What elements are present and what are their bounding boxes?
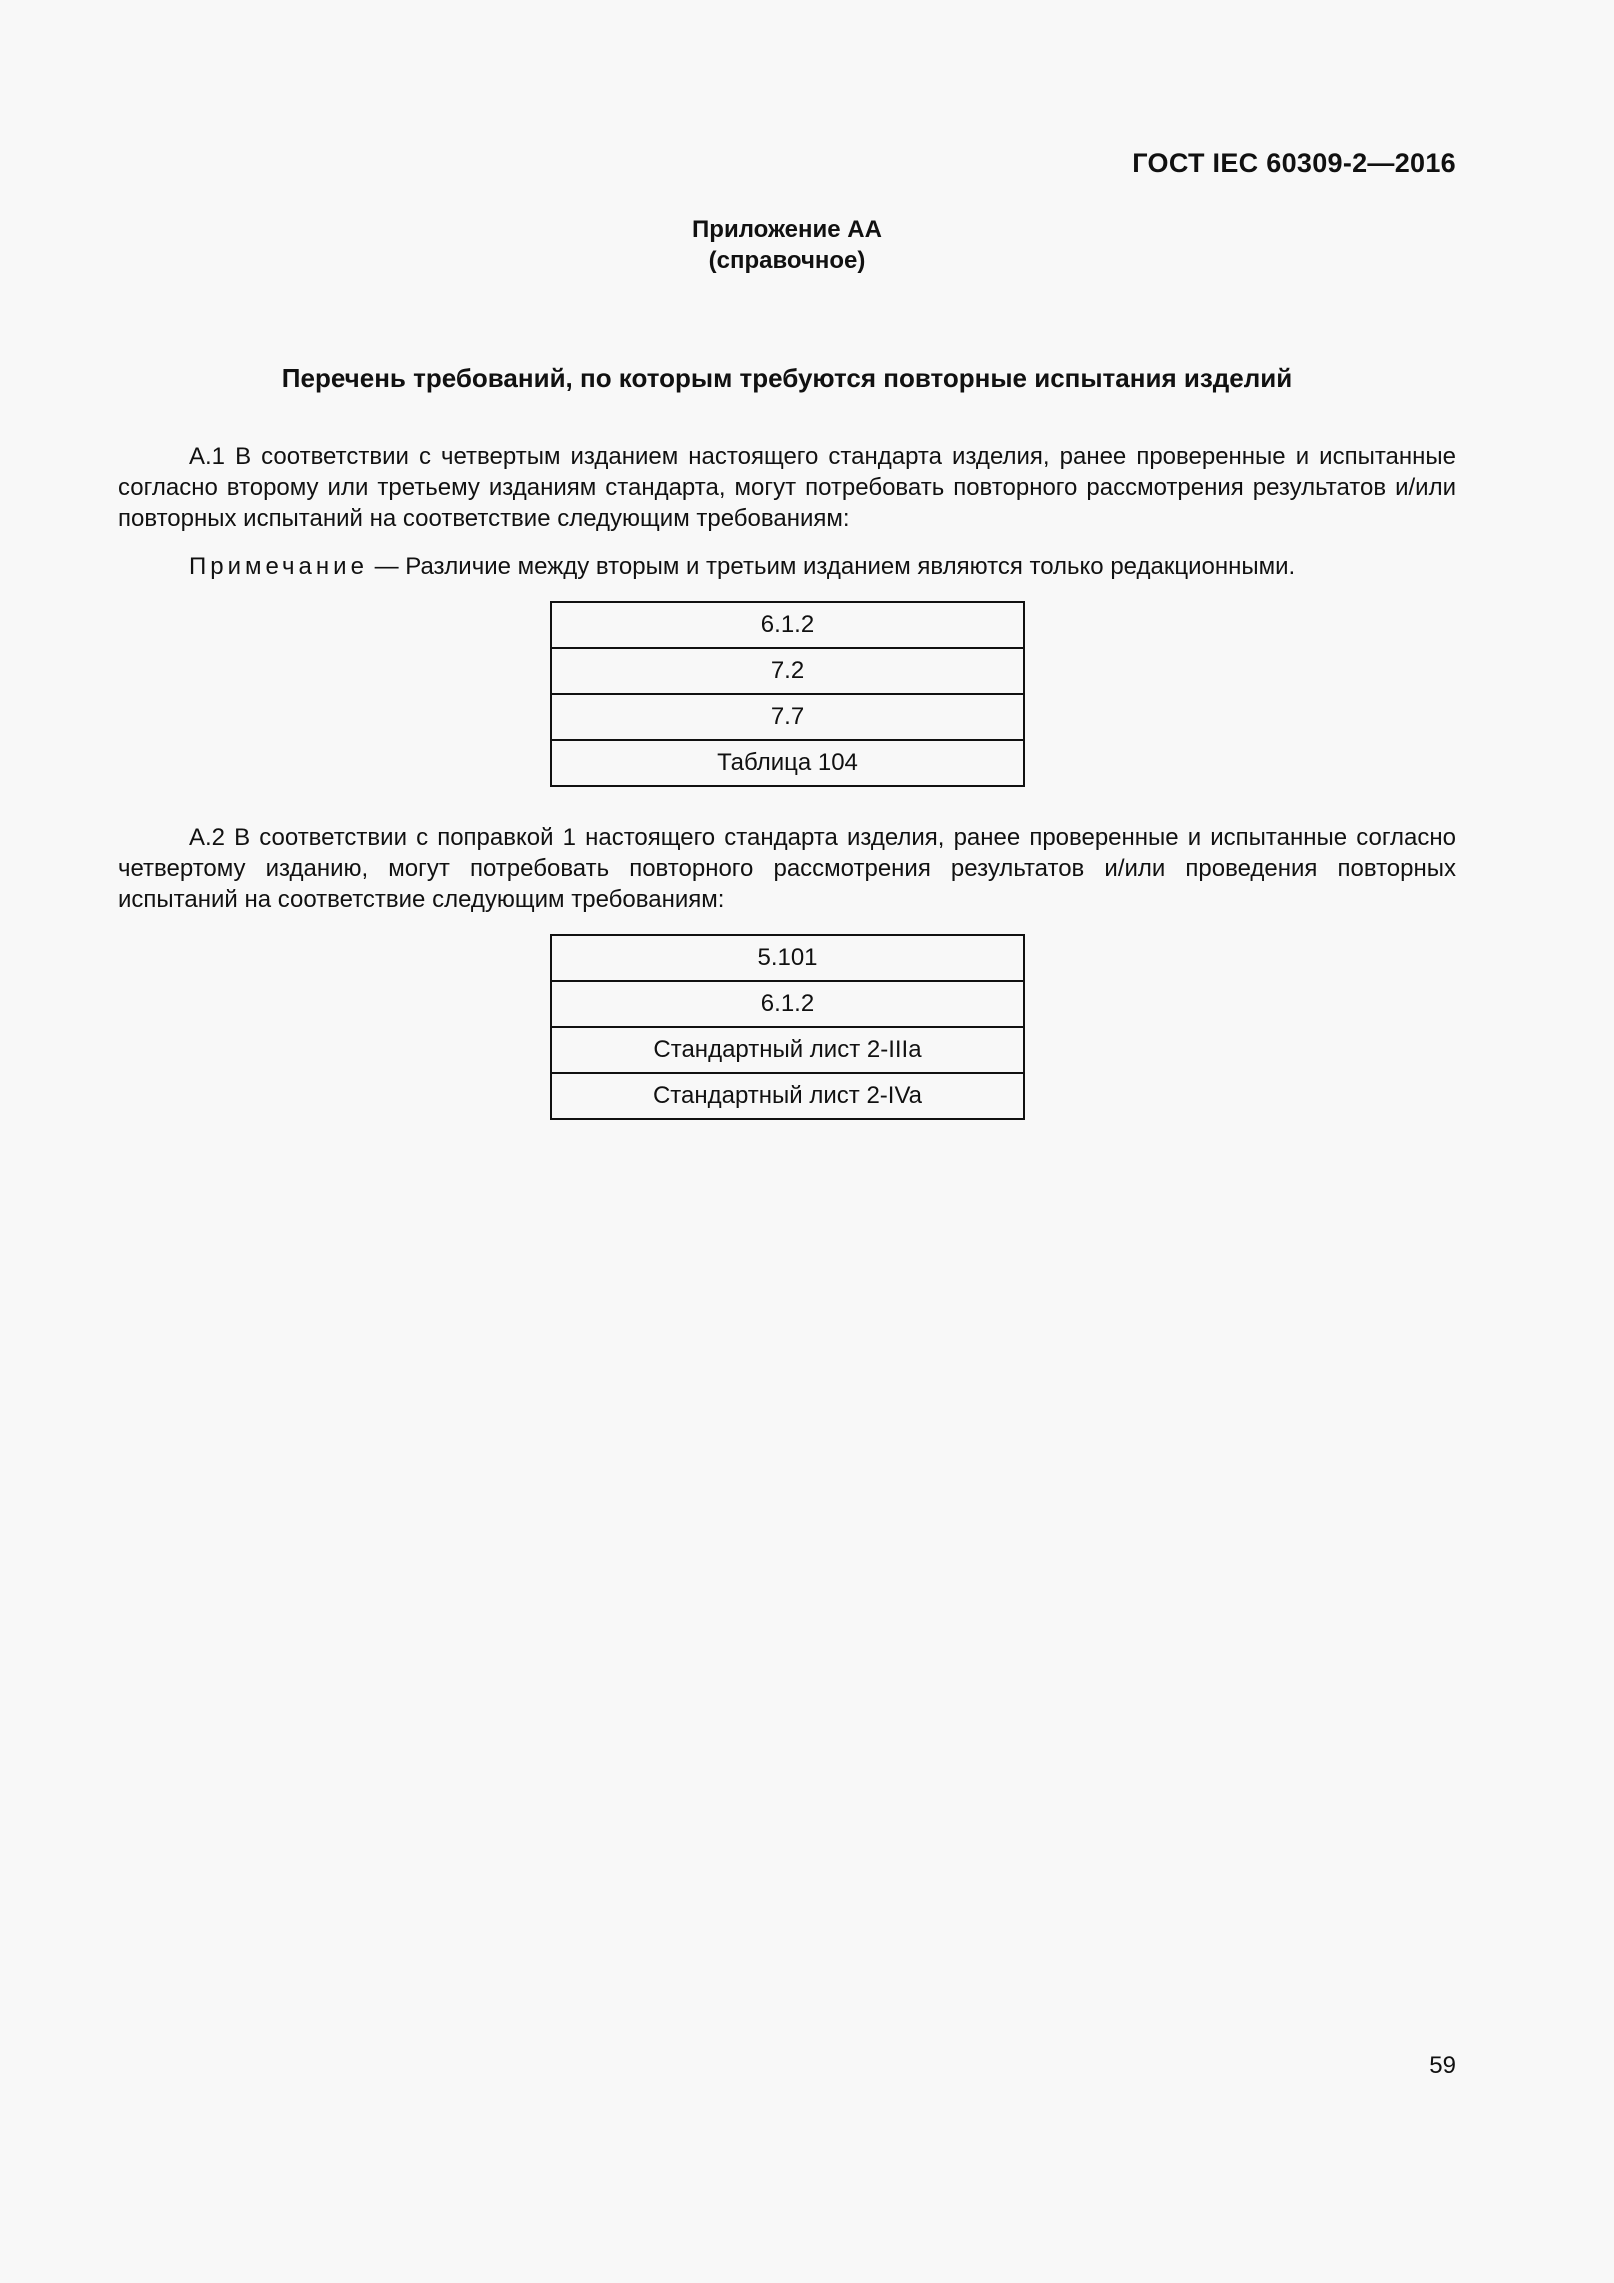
paragraph-a1: А.1 В соответствии с четвертым изданием настоящего стандарта изделия, ранее проверенные и испытанные согласно второму или третьему изданиям стандарта, могут потребовать повторного рассмотрения результатов и/или повторных испытаний на соответствие следующим требованиям: [118,443,1456,532]
table-cell: 7.2 [551,648,1024,694]
note [189,551,1295,582]
table-cell: 6.1.2 [551,981,1024,1027]
table-cell: 6.1.2 [551,602,1024,648]
standard-code: ГОСТ IEC 60309-2—2016 [1132,148,1456,178]
note-label: Примечание [189,553,368,580]
annex-title: Приложение АА [692,216,882,243]
table-row [551,602,1024,648]
annex-heading [0,214,1574,276]
table-cell: Стандартный лист 2-IVa [551,1073,1024,1119]
table-cell: Таблица 104 [551,740,1024,786]
table-row [551,981,1024,1027]
requirements-table-a1 [550,601,1025,787]
table-row [551,648,1024,694]
table-row [551,1073,1024,1119]
table-row [551,1027,1024,1073]
note-text: — Различие между вторым и третьим изданием являются только редакционными. [367,553,1296,580]
annex-subtitle: (справочное) [708,247,866,274]
table-row [551,740,1024,786]
table-row [551,935,1024,981]
requirements-table-a2 [550,934,1025,1120]
table-cell: 7.7 [551,694,1024,740]
paragraph-a2: А.2 В соответствии с поправкой 1 настоящего стандарта изделия, ранее проверенные и испытанные согласно четвертому изданию, могут потребовать повторного рассмотрения результатов и/или проведения повторных испытаний на соответствие следующим требованиям: [118,824,1456,913]
table-cell: 5.101 [551,935,1024,981]
table-row [551,694,1024,740]
table-cell: Стандартный лист 2-IIIa [551,1027,1024,1073]
page-number: 59 [1429,2052,1456,2079]
section-title: Перечень требований, по которым требуются повторные испытания изделий [281,363,1293,393]
